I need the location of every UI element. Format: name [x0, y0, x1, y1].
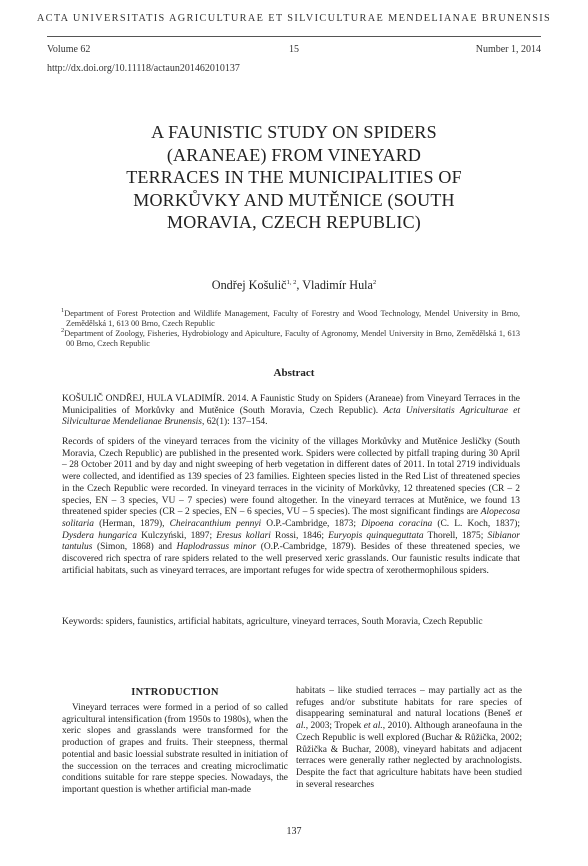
author-sep: , — [296, 278, 303, 292]
header-rule — [47, 36, 541, 37]
keywords: Keywords: spiders, faunistics, artificial habitats, agriculture, vineyard terraces, South Moravia, Czech Republic — [62, 617, 483, 627]
title-line: MORAVIA, CZECH REPUBLIC) — [167, 212, 421, 232]
authors — [0, 278, 588, 293]
author-1: Ondřej Košulič — [211, 278, 287, 292]
issue-page: 15 — [289, 44, 299, 55]
abstract-citation: KOŠULIČ ONDŘEJ, HULA VLADIMÍR. 2014. A Faunistic Study on Spiders (Araneae) from Vineyard Terraces in the Municipalities of Morkůvky and Mutěnice (South Moravia, Czech Republic). Acta Universitatis Agriculturae et Silviculturae Mendelianae Brunensis, 62(1): 137–154. — [62, 394, 520, 428]
abstract-body: Records of spiders of the vineyard terraces from the vicinity of the villages Morkůvky and Mutěnice Jesličky (South Moravia, Czech Republic) are published in the presented work. Spiders were collected by pitfall traping during 30 April – 28 October 2011 and by day and night sweeping of herb vegetation in different dates of 2011. In total 2719 individuals were collected, and identified as 139 species of 23 families. Eighteen species listed in the Red List of threatened species in the Czech Republic were recorded. In vineyard terraces in the vicinity of Morkůvky, 12 threatened species (CR – 2 species, EN – 3 species, VU – 7 species) were found altogether. In the vineyard terraces at Mutěnice, we found 13 threatened spider species (CR – 2 species, EN – 6 species, VU – 5 species). The most significant findings are Alopecosa solitaria (Herman, 1879), Cheiracanthium pennyi O.P.-Cambridge, 1873; Dipoena coracina (C. L. Koch, 1837); Dysdera hungarica Kulczyński, 1897; Eresus kollari Rossi, 1846; Euryopis quinqueguttata Thorell, 1875; Sibianor tantulus (Simon, 1868) and Haplodrassus minor (O.P.-Cambridge, 1879). Besides of these threatened species, we discovered rich spectra of rare spiders related to the well preserved xeric grasslands. Our faunistic results indicate that artificial habitats, such as vineyard terraces, are important refuges for wide spectra of xerothermophilous spiders. — [62, 437, 520, 576]
title-line: A FAUNISTIC STUDY ON SPIDERS — [151, 122, 437, 142]
doi-link[interactable]: http://dx.doi.org/10.11118/actaun201462010137 — [47, 63, 240, 74]
volume: Volume 62 — [47, 44, 91, 55]
title-line: TERRACES IN THE MUNICIPALITIES OF — [126, 167, 462, 187]
affiliation-2: $^2$Department of Zoology, Fisheries, Hydrobiology and Apiculture, Faculty of Agronomy, Mendel University in Brno, Zemědělská 1, 613 00 Brno, Czech Republic — [61, 327, 520, 348]
author-1-affil: 1, 2 — [286, 278, 297, 286]
affiliation-1: $^1$Department of Forest Protection and Wildlife Management, Faculty of Forestry and Wood Technology, Mendel University in Brno, Zemědělská 1, 613 00 Brno, Czech Republic — [61, 307, 520, 328]
author-2: Vladimír Hula — [302, 278, 373, 292]
title-line: MORKŮVKY AND MUTĚNICE (SOUTH — [133, 189, 455, 210]
abstract-heading: Abstract — [273, 367, 315, 379]
journal-name: Acta Universitatis Agriculturae et Silviculturae Mendelianae Brunensis — [62, 405, 520, 428]
page-number: 137 — [286, 826, 302, 837]
paper-title — [70, 121, 518, 234]
journal-title: ACTA UNIVERSITATIS AGRICULTURAE ET SILVICULTURAE MENDELIANAE BRUNENSIS — [36, 13, 552, 24]
issue-number: Number 1, 2014 — [475, 44, 541, 55]
intro-left-column: Vineyard terraces were formed in a period of so called agricultural intensification (from 1950s to 1980s), when the xeric slopes and grasslands were transformed for the production of grapes and fruits. Their steepness, thermal potential and basic loessial substrate resulted in initiation of the succession on the terraces and creating microclimatic conditions suitable for rare steppe species. Nowadays, the important question is whether artificial man-made — [62, 703, 288, 795]
author-2-affil: 2 — [372, 278, 377, 286]
intro-right-column: habitats – like studied terraces – may partially act as the refuges and/or substitute habitats for rare species of disappearing seminatural and natural locations (Beneš et al., 2003; Tropek et al., 2010). Although araneofauna in the Czech Republic is well explored (Buchar & Růžička, 2002; Růžička & Buchar, 2008), vineyard habitats and adjacent terraces were generally rather neglected by arachnologists. Despite the fact that agriculture habitats have been studied in several researches — [296, 686, 523, 790]
title-line: (ARANEAE) FROM VINEYARD — [166, 144, 422, 165]
introduction-heading: INTRODUCTION — [131, 687, 219, 698]
